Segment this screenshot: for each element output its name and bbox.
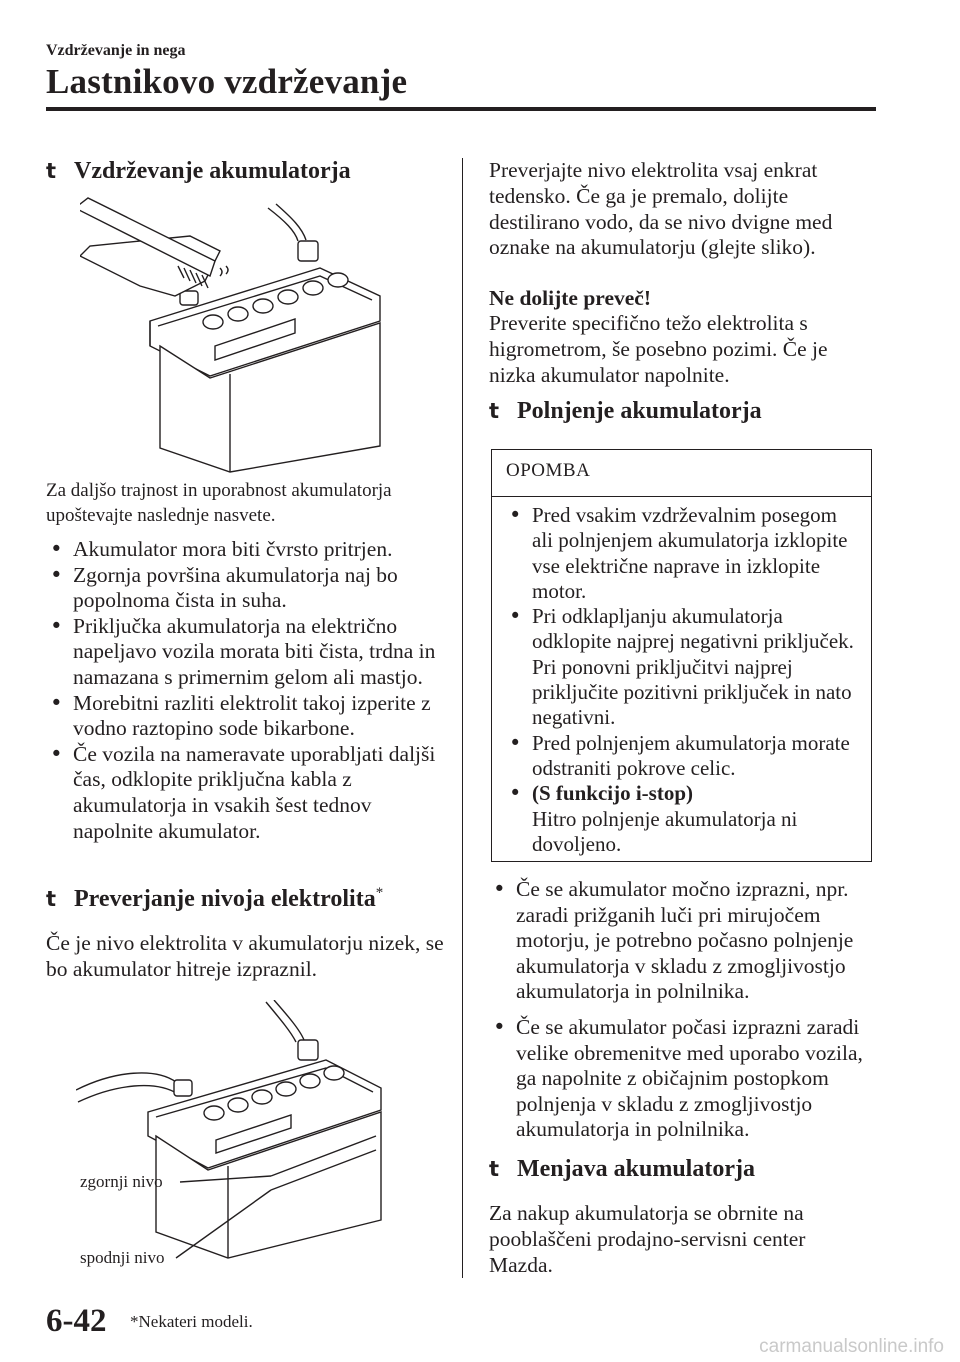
list-item: • Če se akumulator močno izprazni, npr. zaradi prižganih luči pri mirujočem motorju, je potrebno počasno polnjenje akumulatorja v skladu z zmogljivostjo akumulatorja in polnilnika.: [489, 877, 875, 1005]
list-item: • Zgornja površina akumulatorja naj bo popolnoma čista in suha.: [46, 563, 446, 614]
terminal-positive: [298, 241, 318, 261]
note-divider: [492, 496, 871, 497]
heading-marker-icon: t: [46, 159, 57, 183]
heading-text: Preverjanje nivoja elektrolita: [74, 886, 376, 912]
list-item: • Akumulator mora biti čvrsto pritrjen.: [46, 537, 446, 563]
note-title: OPOMBA: [506, 460, 591, 481]
footnote-mark: *: [375, 885, 384, 901]
specific-gravity-text: Preverite specifično težo elektrolita s higrometrom, še posebno pozimi. Če je nizka akumulator napolnite.: [489, 311, 828, 387]
battery-cleaning-illustration: [80, 196, 420, 476]
electrolyte-level-illustration: [76, 1000, 416, 1272]
terminal-negative: [174, 1080, 192, 1096]
note-list: [505, 503, 860, 857]
list-item: [505, 781, 860, 857]
label-lower-level: spodnji nivo: [80, 1248, 165, 1267]
note-item-text: Hitro polnjenje akumulatorja ni dovoljeno.: [532, 806, 798, 856]
heading-marker-icon: t: [489, 399, 500, 423]
list-item: • Pred polnjenjem akumulatorja morate odstraniti pokrove celic.: [505, 731, 860, 782]
list-item: • Pred vsakim vzdrževalnim posegom ali polnjenjem akumulatorja izklopite vse električne naprave in izklopite motor.: [505, 503, 860, 604]
warning-text: [489, 286, 874, 312]
electrolyte-check-text: Preverjajte nivo elektrolita vsaj enkrat tedensko. Če ga je premalo, dolijte destilirano vodo, da se nivo dvigne med oznake na akumulatorju (glejte sliko).: [489, 158, 833, 260]
charging-list: [489, 877, 875, 1153]
title-rule: [46, 107, 876, 111]
page-title: Lastnikovo vzdrževanje: [46, 62, 408, 101]
label-upper-level: zgornji nivo: [80, 1172, 163, 1191]
watermark: carmanualsonline.info: [759, 1336, 944, 1357]
heading-text: Polnjenje akumulatorja: [517, 398, 762, 424]
list-item: • Če se akumulator počasi izprazni zaradi velike obremenitve med uporabo vozila, ga napolnite z običajnim postopkom polnjenja v skladu z zmogljivostjo akumulatorja in polnilnika.: [489, 1015, 875, 1143]
list-item: • Morebitni razliti elektrolit takoj izperite z vodno raztopino sode bikarbone.: [46, 691, 446, 742]
list-item: • Priključka akumulatorja na električno napeljavo vozila morata biti čista, trdna in namazana s primernim gelom ali mastjo.: [46, 614, 446, 691]
heading-text: Menjava akumulatorja: [517, 1156, 755, 1182]
terminal-negative: [180, 291, 198, 305]
list-item: • Če vozila na nameravate uporabljati daljši čas, odklopite priključna kabla z akumulatorja in vsakih šest tednov napolnite akumulator.: [46, 742, 446, 844]
page-number: 6-42: [46, 1303, 107, 1339]
electrolyte-text: Če je nivo elektrolita v akumulatorju nizek, se bo akumulator hitreje izpraznil.: [46, 931, 444, 981]
heading-text: Vzdrževanje akumulatorja: [74, 158, 351, 184]
warning-bold: Ne dolijte preveč!: [489, 286, 651, 310]
list-item: • Pri odklapljanju akumulatorja odklopite najprej negativni priključek. Pri ponovni priključitvi najprej priključite pozitivni priključek in nato negativni.: [505, 604, 860, 730]
note-box: [491, 449, 872, 862]
note-item-bold: (S funkcijo i-stop): [532, 781, 694, 806]
heading-replacement: [489, 1156, 755, 1183]
cable: [268, 208, 298, 241]
footnote: *Nekateri modeli.: [130, 1312, 253, 1331]
terminal-positive: [298, 1040, 318, 1060]
heading-charging: [489, 398, 762, 425]
heading-electrolyte-check: [46, 885, 383, 913]
heading-battery-maintenance: [46, 158, 351, 185]
replacement-text: Za nakup akumulatorja se obrnite na pooblaščeni prodajno-servisni center Mazda.: [489, 1201, 806, 1277]
heading-marker-icon: t: [46, 887, 57, 911]
column-divider: [462, 158, 463, 1278]
maintenance-intro: Za daljšo trajnost in uporabnost akumulatorja upoštevajte naslednje nasvete.: [46, 480, 392, 526]
maintenance-tips-list: [46, 537, 446, 844]
section-label: Vzdrževanje in nega: [46, 42, 186, 59]
heading-marker-icon: t: [489, 1157, 500, 1181]
